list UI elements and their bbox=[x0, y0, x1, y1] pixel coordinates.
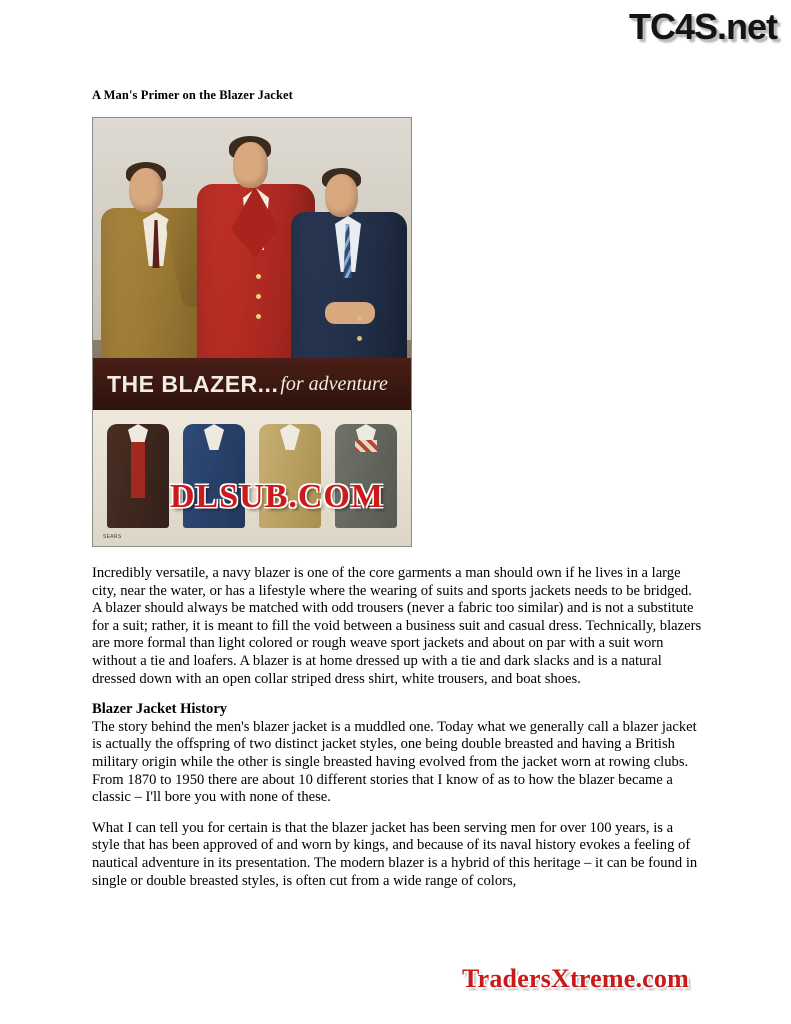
headline-bold: THE BLAZER... bbox=[107, 370, 279, 397]
intro-paragraph: Incredibly versatile, a navy blazer is one of the core garments a man should own if he lives in a large city, near the water, or has a lifestyle where the wearing of suits and sports jackets needs to be bridged. A blazer should always be matched with odd trousers (never a fabric too similar) and is not a substitute for a suit; rather, it is meant to fill the void between a business suit and casual dress. Technically, blazers are more formal than light colored or rough weave sport jackets and about on par with a suit worn without a tie and loafers. A blazer is at home dressed up with a tie and dark slacks and is a natural dressed down with an open collar striped dress shirt, white trousers, and boat shoes. bbox=[92, 565, 702, 687]
headline-italic: for adventure bbox=[280, 372, 388, 395]
red-vest bbox=[131, 442, 145, 498]
collar bbox=[204, 424, 224, 450]
head bbox=[129, 168, 163, 212]
watermark-overlay: DLSUB.COM bbox=[170, 478, 384, 515]
collar bbox=[280, 424, 300, 450]
section-heading-history: Blazer Jacket History bbox=[92, 701, 228, 718]
clasped-hands bbox=[325, 302, 375, 324]
head bbox=[325, 174, 358, 217]
watermark-top-right: TC4S.net bbox=[628, 6, 777, 47]
history-paragraph-1: The story behind the men's blazer jacket is a muddled one. Today what we generally call a blazer jacket is actually the offspring of two distinct jacket styles, one being double breasted and having a British military origin while the other is single breasted having evolved from the jacket worn at rowing clubs. From 1870 to 1950 there are about 10 different stories that I know of as to how the blazer became a classic – I'll bore you with none of these. bbox=[92, 718, 697, 806]
blazer-button bbox=[357, 336, 362, 341]
blazer-button bbox=[256, 294, 261, 299]
page-title: A Man's Primer on the Blazer Jacket bbox=[92, 88, 293, 102]
watermark-bottom-right: TradersXtreme.com bbox=[462, 964, 689, 993]
jacket-swatch-brown bbox=[107, 424, 169, 528]
illustration-headline-band bbox=[93, 358, 411, 410]
history-paragraph-2: What I can tell you for certain is that the blazer jacket has been serving men for over 100 years, is a style that has been approved of and worn by kings, and because of its naval history evokes a feeling of nautical adventure in its presentation. The modern blazer is a hybrid of this heritage – it can be found in single or double breasted styles, is often cut from a wide range of colors, bbox=[92, 819, 698, 889]
scarf bbox=[355, 440, 377, 452]
blazer-button bbox=[357, 316, 362, 321]
illustration-credit: SEARS bbox=[103, 534, 122, 540]
blazer-button bbox=[256, 314, 261, 319]
blazer-button bbox=[256, 274, 261, 279]
head bbox=[233, 142, 268, 188]
